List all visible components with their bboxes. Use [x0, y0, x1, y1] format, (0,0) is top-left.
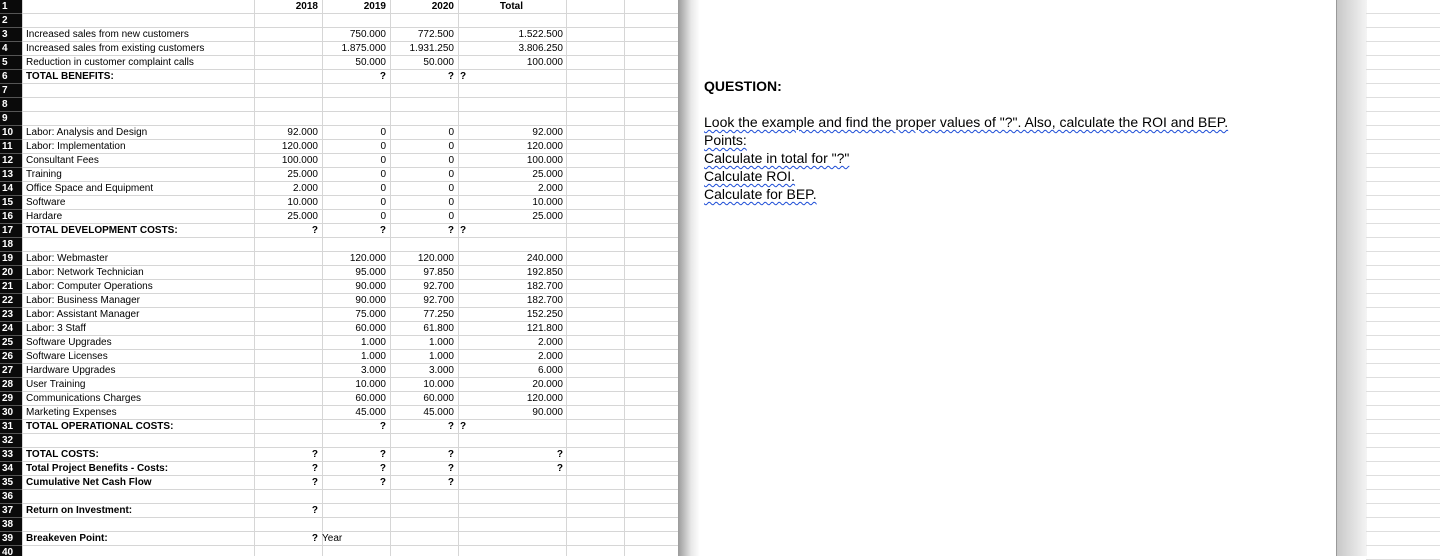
row-label: TOTAL COSTS:: [26, 449, 99, 460]
row-label: Office Space and Equipment: [26, 183, 154, 194]
cell-total[interactable]: 25.000: [532, 169, 563, 180]
cell-c2019[interactable]: ?: [379, 225, 386, 236]
table-row: [0, 182, 678, 196]
table-row: [0, 504, 678, 518]
cell-c2020[interactable]: 0: [448, 127, 454, 138]
row-label: Consultant Fees: [26, 155, 99, 166]
table-row: [0, 448, 678, 462]
table-row: [0, 84, 678, 98]
cell-total[interactable]: 120.000: [526, 141, 563, 152]
cell-c2020[interactable]: 60.000: [423, 393, 454, 404]
grid-row: [1366, 112, 1440, 126]
row-label: Increased sales from new customers: [26, 29, 189, 40]
table-row: [0, 140, 678, 154]
cell-c2020[interactable]: 97.850: [423, 267, 454, 278]
grid-row: [1366, 532, 1440, 546]
cell-c2020[interactable]: ?: [447, 449, 454, 460]
grid-row: [1366, 462, 1440, 476]
row-number[interactable]: 23: [0, 308, 22, 322]
cell-c2019[interactable]: 0: [380, 141, 386, 152]
row-number[interactable]: 34: [0, 462, 22, 476]
grid-row: [1366, 0, 1440, 14]
table-row: [0, 546, 678, 556]
grid-row: [1366, 140, 1440, 154]
calc-roi-line: Calculate ROI.: [704, 168, 796, 184]
row-number[interactable]: 7: [0, 84, 22, 98]
cell-total[interactable]: 1.522.500: [518, 29, 563, 40]
row-label: Labor: Analysis and Design: [26, 127, 148, 138]
table-row: [0, 322, 678, 336]
cell-total[interactable]: 240.000: [526, 253, 563, 264]
grid-row: [1366, 210, 1440, 224]
table-row: [0, 462, 678, 476]
row-number[interactable]: 10: [0, 126, 22, 140]
cell-c2019[interactable]: 120.000: [349, 253, 386, 264]
grid-row: [1366, 98, 1440, 112]
cell-c2018[interactable]: ?: [311, 477, 318, 488]
cell-c2018[interactable]: 92.000: [287, 127, 318, 138]
cell-c2018[interactable]: ?: [311, 463, 318, 474]
table-row: [0, 476, 678, 490]
header-2018: 2018: [295, 1, 318, 12]
cell-total[interactable]: 90.000: [532, 407, 563, 418]
row-label: Labor: 3 Staff: [26, 323, 86, 334]
table-row: [0, 420, 678, 434]
row-number[interactable]: 6: [0, 70, 22, 84]
table-row: [0, 406, 678, 420]
row-number[interactable]: 32: [0, 434, 22, 448]
grid-row: [1366, 280, 1440, 294]
row-number[interactable]: 30: [0, 406, 22, 420]
cell-c2019[interactable]: ?: [379, 421, 386, 432]
cell-c2020[interactable]: 0: [448, 183, 454, 194]
cell-c2020[interactable]: 10.000: [423, 379, 454, 390]
row-label: Marketing Expenses: [26, 407, 117, 418]
cell-c2020[interactable]: 1.000: [428, 337, 454, 348]
row-number[interactable]: 36: [0, 490, 22, 504]
cell-total[interactable]: 121.800: [526, 323, 563, 334]
cell-year[interactable]: Year: [322, 533, 343, 544]
cell-c2020[interactable]: 50.000: [423, 57, 454, 68]
row-label: Communications Charges: [26, 393, 142, 404]
cell-total[interactable]: 100.000: [526, 57, 563, 68]
cell-c2020[interactable]: 772.500: [417, 29, 454, 40]
cell-total[interactable]: 20.000: [532, 379, 563, 390]
grid-row: [1366, 336, 1440, 350]
grid-row: [1366, 14, 1440, 28]
row-number[interactable]: 31: [0, 420, 22, 434]
table-row: [0, 238, 678, 252]
cell-c2019[interactable]: 75.000: [355, 309, 386, 320]
row-number[interactable]: 38: [0, 518, 22, 532]
cell-c2019[interactable]: 1.000: [360, 351, 386, 362]
grid-row: [1366, 154, 1440, 168]
table-row: [0, 28, 678, 42]
row-label: Return on Investment:: [26, 505, 133, 516]
cell-total[interactable]: 92.000: [532, 127, 563, 138]
grid-row: [1366, 504, 1440, 518]
row-number[interactable]: 35: [0, 476, 22, 490]
cell-c2020[interactable]: 92.700: [423, 295, 454, 306]
grid-row: [1366, 308, 1440, 322]
grid-row: [1366, 392, 1440, 406]
cell-c2020[interactable]: 0: [448, 155, 454, 166]
row-number[interactable]: 8: [0, 98, 22, 112]
cell-c2020[interactable]: 1.000: [428, 351, 454, 362]
grid-row: [1366, 56, 1440, 70]
row-number[interactable]: 21: [0, 280, 22, 294]
cell-c2019[interactable]: 50.000: [355, 57, 386, 68]
cell-c2020[interactable]: 0: [448, 141, 454, 152]
grid-row: [1366, 364, 1440, 378]
table-row: [0, 98, 678, 112]
background-sheet-grid: [1366, 0, 1440, 556]
grid-row: [1366, 406, 1440, 420]
row-label: TOTAL DEVELOPMENT COSTS:: [26, 225, 178, 236]
grid-row: [1366, 266, 1440, 280]
cell-c2018[interactable]: ?: [311, 225, 318, 236]
grid-row: [1366, 84, 1440, 98]
cell-extra[interactable]: ?: [460, 71, 467, 82]
cell-extra[interactable]: ?: [460, 421, 467, 432]
table-row: [0, 308, 678, 322]
grid-row: [1366, 546, 1440, 560]
cell-c2019[interactable]: 60.000: [355, 323, 386, 334]
table-row: [0, 154, 678, 168]
cell-c2019[interactable]: 90.000: [355, 295, 386, 306]
document-edge: [1336, 0, 1367, 556]
row-label: Software Licenses: [26, 351, 108, 362]
row-label: TOTAL BENEFITS:: [26, 71, 114, 82]
cell-total[interactable]: 2.000: [537, 183, 563, 194]
header-total: Total: [499, 1, 523, 12]
table-row: [0, 112, 678, 126]
table-row: [0, 70, 678, 84]
cell-c2018[interactable]: 25.000: [287, 169, 318, 180]
row-number[interactable]: 15: [0, 196, 22, 210]
cell-c2020[interactable]: 61.800: [423, 323, 454, 334]
cell-c2020[interactable]: 0: [448, 169, 454, 180]
cell-total[interactable]: 2.000: [537, 337, 563, 348]
table-row: [0, 252, 678, 266]
table-row: [0, 364, 678, 378]
cell-c2019[interactable]: 0: [380, 169, 386, 180]
row-number[interactable]: 26: [0, 350, 22, 364]
cell-total[interactable]: ?: [556, 449, 563, 460]
cell-c2019[interactable]: 90.000: [355, 281, 386, 292]
grid-row: [1366, 420, 1440, 434]
cell-c2019[interactable]: 0: [380, 197, 386, 208]
row-number[interactable]: 28: [0, 378, 22, 392]
cell-total[interactable]: 10.000: [532, 197, 563, 208]
grid-row: [1366, 182, 1440, 196]
cell-c2020[interactable]: 0: [448, 197, 454, 208]
cell-c2019[interactable]: ?: [379, 449, 386, 460]
grid-row: [1366, 70, 1440, 84]
cell-c2019[interactable]: 1.000: [360, 337, 386, 348]
row-number[interactable]: 20: [0, 266, 22, 280]
row-label: Reduction in customer complaint calls: [26, 57, 194, 68]
question-title: QUESTION:: [704, 78, 782, 94]
row-number[interactable]: 27: [0, 364, 22, 378]
row-number[interactable]: 24: [0, 322, 22, 336]
cell-c2019[interactable]: 95.000: [355, 267, 386, 278]
row-number[interactable]: 9: [0, 112, 22, 126]
table-row: [0, 42, 678, 56]
grid-row: [1366, 42, 1440, 56]
row-label: Increased sales from existing customers: [26, 43, 205, 54]
table-row: [0, 196, 678, 210]
cell-c2020[interactable]: 120.000: [417, 253, 454, 264]
table-row: [0, 378, 678, 392]
row-label: User Training: [26, 379, 86, 390]
row-number[interactable]: 16: [0, 210, 22, 224]
grid-row: [1366, 350, 1440, 364]
cell-c2018[interactable]: ?: [311, 505, 318, 516]
window-edge-shadow: [678, 0, 700, 556]
row-label: Labor: Business Manager: [26, 295, 140, 306]
row-number[interactable]: 37: [0, 504, 22, 518]
row-label: Hardware Upgrades: [26, 365, 116, 376]
grid-row: [1366, 168, 1440, 182]
table-row: [0, 56, 678, 70]
table-row: [0, 294, 678, 308]
row-number[interactable]: 39: [0, 532, 22, 546]
row-number[interactable]: 33: [0, 448, 22, 462]
cell-total[interactable]: 2.000: [537, 351, 563, 362]
cell-c2019[interactable]: 1.875.000: [341, 43, 386, 54]
row-number[interactable]: 19: [0, 252, 22, 266]
row-label: Hardare: [26, 211, 63, 222]
points-line: Points:: [704, 132, 747, 148]
cell-c2018[interactable]: ?: [311, 533, 318, 544]
cell-c2020[interactable]: ?: [447, 463, 454, 474]
cell-c2019[interactable]: ?: [379, 71, 386, 82]
spreadsheet[interactable]: [0, 0, 678, 556]
row-label: Labor: Webmaster: [26, 253, 109, 264]
cell-c2019[interactable]: 10.000: [355, 379, 386, 390]
cell-c2018[interactable]: 10.000: [287, 197, 318, 208]
grid-row: [1366, 196, 1440, 210]
cell-total[interactable]: 182.700: [526, 295, 563, 306]
cell-c2018[interactable]: ?: [311, 449, 318, 460]
row-label: Cumulative Net Cash Flow: [26, 477, 152, 488]
table-row: [0, 210, 678, 224]
row-number[interactable]: 4: [0, 42, 22, 56]
grid-row: [1366, 294, 1440, 308]
cell-c2019[interactable]: 0: [380, 211, 386, 222]
cell-c2020[interactable]: ?: [447, 71, 454, 82]
row-label: TOTAL OPERATIONAL COSTS:: [26, 421, 174, 432]
cell-c2020[interactable]: ?: [447, 225, 454, 236]
grid-row: [1366, 434, 1440, 448]
row-number[interactable]: 29: [0, 392, 22, 406]
cell-c2020[interactable]: 0: [448, 211, 454, 222]
grid-row: [1366, 476, 1440, 490]
grid-row: [1366, 448, 1440, 462]
table-row: [0, 168, 678, 182]
row-number[interactable]: 1: [0, 0, 22, 14]
calc-total-line: Calculate in total for "?": [704, 150, 850, 166]
row-label: Labor: Assistant Manager: [26, 309, 140, 320]
cell-c2018[interactable]: 25.000: [287, 211, 318, 222]
grid-row: [1366, 126, 1440, 140]
cell-c2019[interactable]: 60.000: [355, 393, 386, 404]
cell-total[interactable]: 6.000: [537, 365, 563, 376]
question-line: Look the example and find the proper values of "?". Also, calculate the ROI and BEP.: [704, 114, 1229, 130]
row-label: Software: [26, 197, 66, 208]
table-row: [0, 266, 678, 280]
row-number[interactable]: 5: [0, 56, 22, 70]
row-number[interactable]: 3: [0, 28, 22, 42]
row-label: Labor: Implementation: [26, 141, 126, 152]
row-number[interactable]: 22: [0, 294, 22, 308]
table-row: [0, 434, 678, 448]
cell-c2018[interactable]: 120.000: [281, 141, 318, 152]
cell-c2019[interactable]: ?: [379, 463, 386, 474]
row-number[interactable]: 13: [0, 168, 22, 182]
cell-c2019[interactable]: 0: [380, 127, 386, 138]
cell-c2020[interactable]: 1.931.250: [409, 43, 454, 54]
row-number[interactable]: 17: [0, 224, 22, 238]
row-number[interactable]: 25: [0, 336, 22, 350]
cell-total[interactable]: 3.806.250: [518, 43, 563, 54]
table-row: [0, 392, 678, 406]
row-label: Labor: Computer Operations: [26, 281, 153, 292]
grid-row: [1366, 518, 1440, 532]
cell-c2020[interactable]: 77.250: [423, 309, 454, 320]
row-label: Software Upgrades: [26, 337, 112, 348]
cell-c2019[interactable]: 750.000: [349, 29, 386, 40]
table-row: [0, 280, 678, 294]
grid-row: [1366, 238, 1440, 252]
cell-c2020[interactable]: 92.700: [423, 281, 454, 292]
cell-total[interactable]: 100.000: [526, 155, 563, 166]
cell-c2019[interactable]: ?: [379, 477, 386, 488]
cell-c2020[interactable]: 45.000: [423, 407, 454, 418]
cell-c2019[interactable]: 0: [380, 183, 386, 194]
calc-bep-line: Calculate for BEP.: [704, 186, 817, 202]
row-label: Labor: Network Technician: [26, 267, 144, 278]
cell-extra[interactable]: ?: [460, 225, 467, 236]
table-row: [0, 0, 678, 14]
row-label: Total Project Benefits - Costs:: [26, 463, 169, 474]
table-row: [0, 490, 678, 504]
row-label: Training: [26, 169, 62, 180]
header-2020: 2020: [431, 1, 454, 12]
question-document[interactable]: [700, 0, 1336, 556]
cell-c2020[interactable]: 3.000: [428, 365, 454, 376]
row-label: Breakeven Point:: [26, 533, 108, 544]
row-number[interactable]: 18: [0, 238, 22, 252]
grid-row: [1366, 322, 1440, 336]
cell-c2019[interactable]: 45.000: [355, 407, 386, 418]
cell-total[interactable]: ?: [556, 463, 563, 474]
grid-row: [1366, 28, 1440, 42]
table-row: [0, 336, 678, 350]
cell-c2019[interactable]: 3.000: [360, 365, 386, 376]
table-row: [0, 518, 678, 532]
cell-c2020[interactable]: ?: [447, 477, 454, 488]
cell-c2018[interactable]: 100.000: [281, 155, 318, 166]
cell-total[interactable]: 152.250: [526, 309, 563, 320]
table-row: [0, 224, 678, 238]
grid-row: [1366, 224, 1440, 238]
table-row: [0, 14, 678, 28]
cell-c2018[interactable]: 2.000: [292, 183, 318, 194]
cell-c2019[interactable]: 0: [380, 155, 386, 166]
grid-row: [1366, 378, 1440, 392]
cell-total[interactable]: 182.700: [526, 281, 563, 292]
cell-c2020[interactable]: ?: [447, 421, 454, 432]
row-number[interactable]: 2: [0, 14, 22, 28]
table-row: [0, 126, 678, 140]
table-row: [0, 350, 678, 364]
cell-total[interactable]: 120.000: [526, 393, 563, 404]
cell-total[interactable]: 25.000: [532, 211, 563, 222]
table-row: [0, 532, 678, 546]
header-2019: 2019: [363, 1, 386, 12]
grid-row: [1366, 490, 1440, 504]
row-number[interactable]: 14: [0, 182, 22, 196]
row-number[interactable]: 12: [0, 154, 22, 168]
row-number[interactable]: 11: [0, 140, 22, 154]
grid-row: [1366, 252, 1440, 266]
row-number[interactable]: 40: [0, 546, 22, 556]
cell-total[interactable]: 192.850: [526, 267, 563, 278]
